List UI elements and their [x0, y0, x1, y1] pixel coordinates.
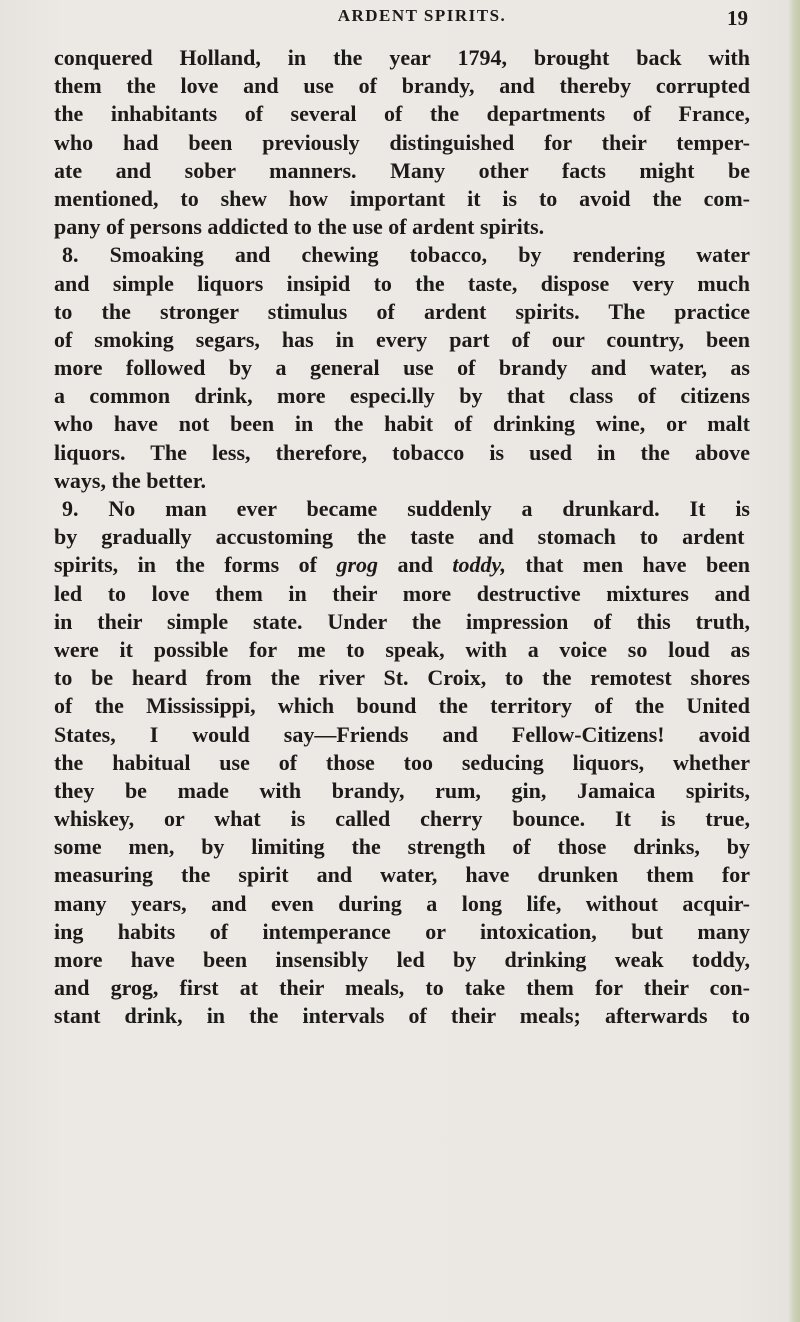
text-segment: that men have been — [505, 552, 750, 578]
text-line: and grog, first at their meals, to take them for their con- — [54, 975, 750, 1001]
text-line: 9. No man ever became suddenly a drunkard. It is — [62, 496, 750, 521]
text-line — [54, 523, 750, 551]
text-line: ing habits of intemperance or intoxication, but many — [54, 918, 750, 944]
text-line: States, I would say—Friends and Fellow-Citizens! avoid — [54, 721, 750, 747]
text-line: of smoking segars, has in every part of our country, been — [54, 326, 750, 352]
text-line: more followed by a general use of brandy and water, as — [54, 355, 750, 381]
text-line: some men, by limiting the strength of those drinks, by — [54, 834, 750, 860]
text-line: to the stronger stimulus of ardent spirits. The practice — [54, 298, 750, 324]
text-line: the inhabitants of several of the departments of France, — [54, 101, 750, 127]
text-line: who had been previously distinguished for their temper- — [54, 129, 750, 155]
text-line: of the Mississippi, which bound the territory of the United — [54, 693, 750, 719]
page-header — [96, 6, 748, 36]
italic-term: grog — [336, 552, 378, 578]
text-line: liquors. The less, therefore, tobacco is used in the above — [54, 439, 750, 465]
text-line: stant drink, in the intervals of their meals; afterwards to — [54, 1003, 750, 1029]
text-line: to be heard from the river St. Croix, to the remotest shores — [54, 665, 750, 691]
italic-term: toddy, — [452, 552, 506, 578]
text-segment: spirits, in the forms of — [54, 552, 337, 578]
page-edge-discoloration — [788, 0, 800, 1322]
text-line: pany of persons addicted to the use of ardent spirits. — [54, 214, 545, 240]
text-line: them the love and use of brandy, and thereby corrupted — [54, 73, 750, 99]
text-segment: by gradually accustoming the taste and stomach to ardent — [54, 524, 750, 550]
text-line: ate and sober manners. Many other facts might be — [54, 157, 750, 183]
text-line: were it possible for me to speak, with a voice so loud as — [54, 636, 750, 662]
text-line: the habitual use of those too seducing liquors, whether — [54, 749, 750, 775]
page-number: 19 — [727, 6, 748, 30]
text-line: measuring the spirit and water, have drunken them for — [54, 862, 750, 888]
text-line: who have not been in the habit of drinking wine, or malt — [54, 411, 750, 437]
text-line: more have been insensibly led by drinking weak toddy, — [54, 947, 750, 972]
text-line — [54, 551, 750, 579]
text-line: led to love them in their more destructive mixtures and — [54, 580, 750, 606]
text-line: mentioned, to shew how important it is to avoid the com- — [54, 185, 750, 211]
body-text — [54, 44, 750, 1031]
text-line: they be made with brandy, rum, gin, Jamaica spirits, — [54, 777, 750, 803]
text-line: many years, and even during a long life, without acquir- — [54, 890, 750, 916]
text-line: conquered Holland, in the year 1794, brought back with — [54, 45, 750, 70]
text-line: and simple liquors insipid to the taste, dispose very much — [54, 270, 750, 296]
text-segment: and — [378, 552, 453, 578]
text-line: in their simple state. Under the impression of this truth, — [54, 608, 750, 634]
text-line: ways, the better. — [54, 467, 206, 493]
running-head: ARDENT SPIRITS. — [337, 6, 507, 25]
text-line: whiskey, or what is called cherry bounce. It is true, — [54, 806, 750, 832]
text-line: 8. Smoaking and chewing tobacco, by rendering water — [62, 242, 750, 268]
text-line: a common drink, more especi.lly by that class of citizens — [54, 383, 750, 409]
